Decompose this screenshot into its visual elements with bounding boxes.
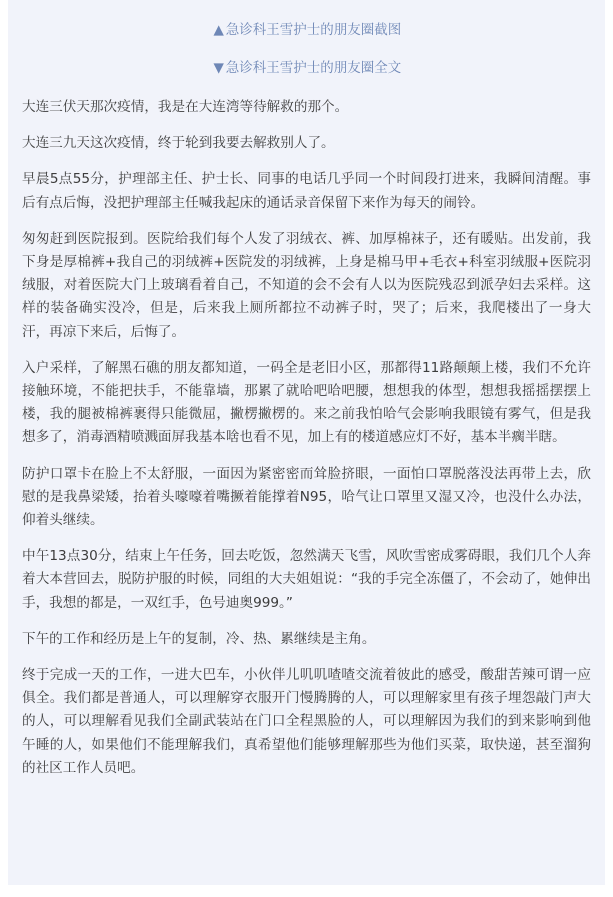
- article-body: [22, 96, 591, 780]
- paragraph: 终于完成一天的工作，一进大巴车，小伙伴儿叽叽喳喳交流着彼此的感受，酸甜苦辣可谓一应俱全。我们都是普通人，可以理解穿衣服开门慢腾腾的人，可以理解家里有孩子埋怨敲门声大的人，可以理解看见我们全副武装站在门口全程黑脸的人，可以理解因为我们的到来影响到他午睡的人，如果他们不能理解我们，真希望他们能够理解那些为他们买菜，取快递，甚至溜狗的社区工作人员吧。: [22, 667, 591, 776]
- caption-screenshot: [22, 20, 591, 40]
- paragraph: 防护口罩卡在脸上不太舒服，一面因为紧密密而耸脸挤眼，一面怕口罩脱落没法再带上去，欣慰的是我鼻梁矮，抬着头嚎嚎着嘴撅着能撑着N95，哈气让口罩里又湿又冷，也没什么办法，仰着头继续。: [22, 465, 591, 529]
- paragraph: 入户采样，了解黑石礁的朋友都知道，一码全是老旧小区，那都得11路颠颠上楼，我们不允许接触环境，不能把扶手，不能靠墙，那累了就哈吧哈吧腰，想想我的体型，想想我摇摇摆摆上楼，我的腿被棉裤裹得只能微屈，撇楞撇楞的。来之前我怕哈气会影响我眼镜有雾气，但是我想多了，消毒酒精喷溅面屏我基本啥也看不见，加上有的楼道感应灯不好，基本半瘸半瞎。: [22, 359, 591, 446]
- paragraph: 大连三伏天那次疫情，我是在大连湾等待解救的那个。: [22, 99, 349, 115]
- paragraph: 下午的工作和经历是上午的复制，冷、热、累继续是主角。: [22, 630, 376, 647]
- paragraph: 大连三九天这次疫情，终于轮到我要去解救别人了。: [22, 135, 335, 152]
- article-panel: [8, 0, 605, 885]
- caption-text: 急诊科王雪护士的朋友圈全文: [225, 60, 402, 76]
- caption-text: 急诊科王雪护士的朋友圈截图: [225, 22, 402, 38]
- paragraph: 早晨5点55分，护理部主任、护士长、同事的电话几乎同一个时间段打进来，我瞬间清醒。事后有点后悔，没把护理部主任喊我起床的通话录音保留下来作为每天的闹铃。: [22, 171, 591, 211]
- triangle-up-icon: ▲: [213, 22, 224, 38]
- paragraph: 中午13点30分，结束上午任务，回去吃饭，忽然满天飞雪，风吹雪密成雾碍眼，我们几个人奔着大本营回去，脱防护服的时候，同组的大夫姐姐说：“我的手完全冻僵了，不会动了，她伸出手，我想的都是，一双红手，色号迪奥999。”: [22, 548, 591, 611]
- paragraph: 匆匆赶到医院报到。医院给我们每个人发了羽绒衣、裤、加厚棉袜子，还有暖贴。出发前，我下身是厚棉裤+我自己的羽绒裤+医院发的羽绒裤，上身是棉马甲+毛衣+科室羽绒服+医院羽绒服，对着医院大门上玻璃看着自己，不知道的会不会有人以为医院残忍到派孕妇去采样。这样的装备确实没冷，但是，后来我上厕所都拉不动裤子时，哭了；后来，我爬楼出了一身大汗，再凉下来后，后悔了。: [22, 230, 591, 340]
- caption-group: [22, 20, 591, 78]
- triangle-down-icon: ▼: [213, 60, 224, 76]
- caption-fulltext: [22, 58, 591, 78]
